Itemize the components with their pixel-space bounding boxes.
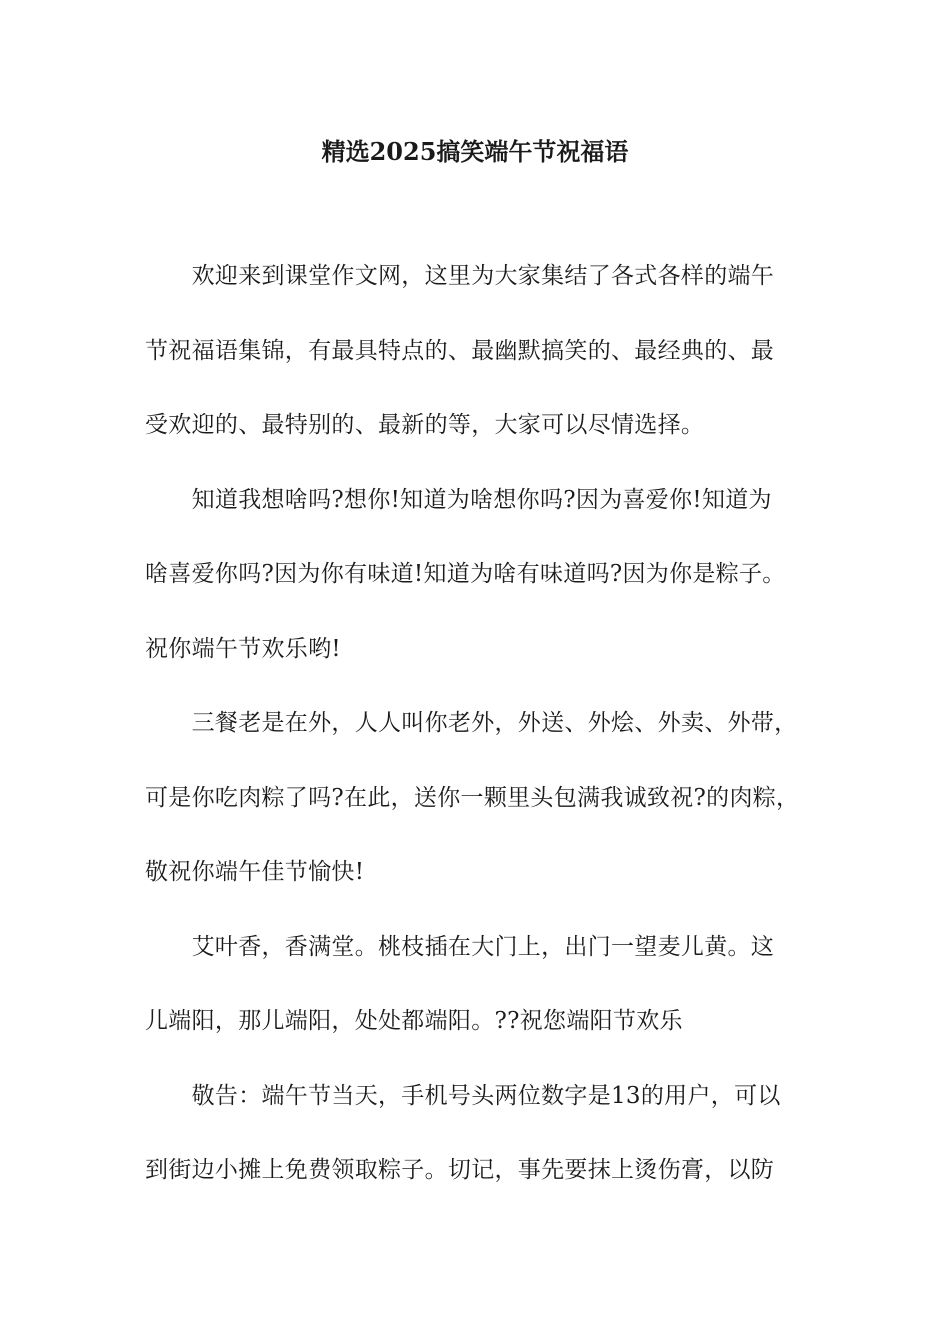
paragraph-line: 到街边小摊上免费领取粽子。切记，事先要抹上烫伤膏，以防 [145,1157,775,1183]
paragraph-line: 欢迎来到课堂作文网，这里为大家集结了各式各样的端午 [145,263,775,289]
paragraph-line: 敬祝你端午佳节愉快! [145,859,365,885]
paragraph-line: 知道我想啥吗?想你!知道为啥想你吗?因为喜爱你!知道为 [145,487,772,513]
paragraph-line: 啥喜爱你吗?因为你有味道!知道为啥有味道吗?因为你是粽子。 [145,561,786,587]
paragraph-line: 可是你吃肉粽了吗?在此，送你一颗里头包满我诚致祝?的肉粽， [145,785,800,811]
paragraph-line: 受欢迎的、最特别的、最新的等，大家可以尽情选择。 [145,412,705,438]
paragraph-line: 节祝福语集锦，有最具特点的、最幽默搞笑的、最经典的、最 [145,338,775,364]
paragraph-line: 三餐老是在外，人人叫你老外，外送、外烩、外卖、外带， [145,710,798,736]
paragraph-line: 祝你端午节欢乐哟! [145,636,341,662]
document-title: 精选2025搞笑端午节祝福语 [321,137,629,166]
paragraph-line: 艾叶香，香满堂。桃枝插在大门上，出门一望麦儿黄。这 [145,934,775,960]
paragraph-line: 敬告：端午节当天，手机号头两位数字是13的用户，可以 [145,1083,781,1109]
paragraph-line: 儿端阳，那儿端阳，处处都端阳。??祝您端阳节欢乐 [145,1008,683,1034]
